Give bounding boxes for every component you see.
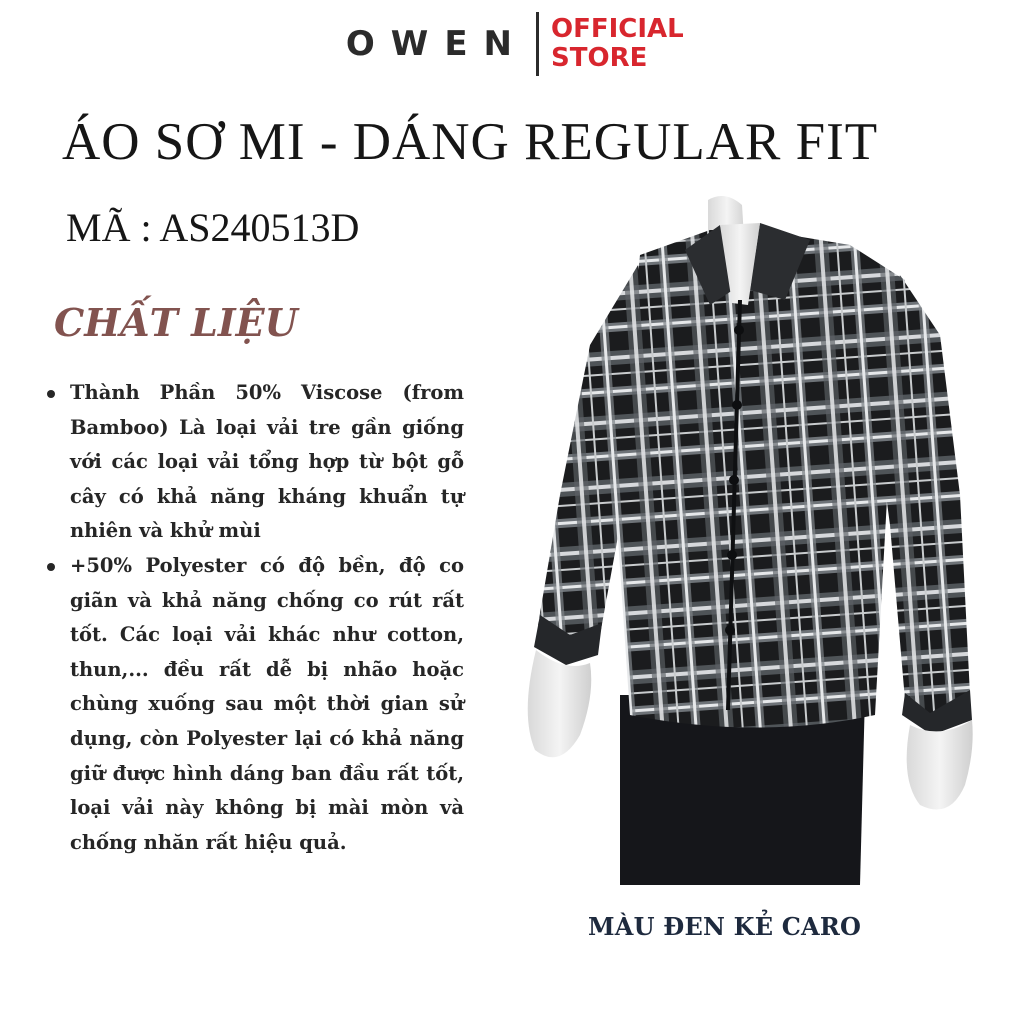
- shirt-body: [615, 230, 905, 728]
- store-line-2: STORE: [551, 43, 648, 73]
- product-title: ÁO SƠ MI - DÁNG REGULAR FIT: [62, 113, 879, 171]
- material-item: [40, 376, 464, 549]
- material-item-text: +50% Polyester có độ bền, độ co giãn và khả năng chống co rút rất tốt. Các loại vải khác như cotton, thun,... đều rất dễ bị nhão hoặc chùng xuống sau một thời gian sử dụng, còn Polyester lại có khả năng giữ được hình dáng ban đầu rất tốt, loại vải này không bị mài mòn và chống nhăn rất hiệu quả.: [70, 553, 464, 854]
- brand-name: OWEN: [345, 24, 528, 64]
- brand-logo: [340, 8, 690, 80]
- logo-divider: [536, 12, 539, 76]
- mannequin-left-hand: [528, 650, 592, 757]
- material-list: [40, 376, 464, 860]
- color-caption: MÀU ĐEN KẺ CARO: [588, 912, 862, 941]
- product-photo: [520, 195, 980, 885]
- product-code: MÃ : AS240513D: [66, 205, 360, 250]
- bullet-dot-icon: [47, 390, 55, 398]
- material-item-text: Thành Phần 50% Viscose (from Bamboo) Là loại vải tre gần giống với các loại vải tổng hợp từ bột gỗ cây có khả năng kháng khuẩn tự nhiên và khử mùi: [70, 381, 464, 543]
- mannequin-right-hand: [907, 720, 973, 810]
- material-item: [40, 549, 464, 860]
- store-line-1: OFFICIAL: [551, 14, 684, 44]
- bullet-dot-icon: [47, 563, 55, 571]
- official-store-label: [551, 15, 684, 73]
- material-heading: CHẤT LIỆU: [54, 300, 298, 345]
